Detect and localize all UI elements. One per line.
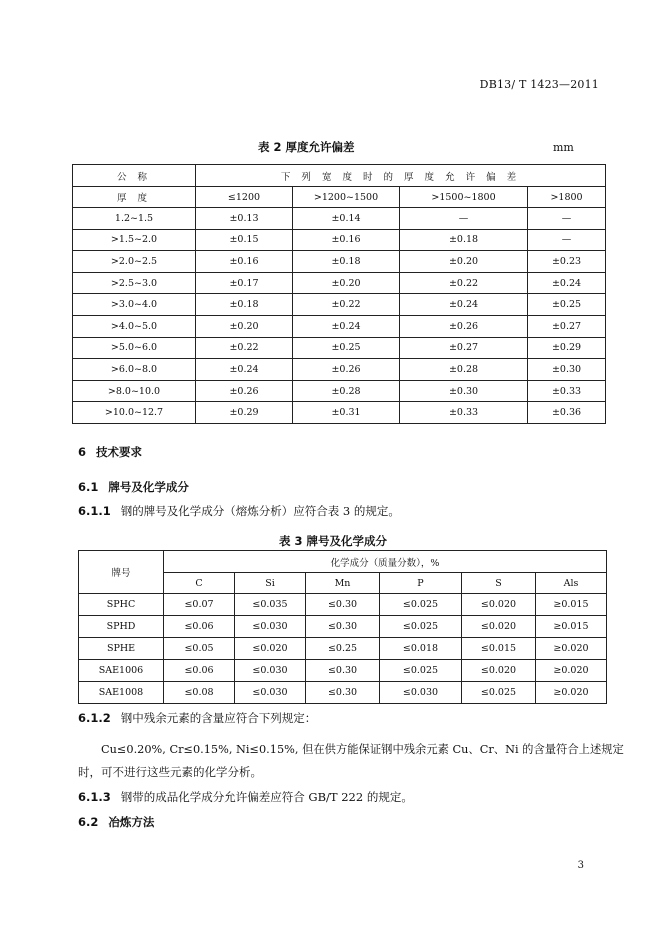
table2-caption: 表 2 厚度允许偏差 bbox=[258, 140, 355, 154]
grade-cell: SAE1006 bbox=[79, 660, 164, 682]
width-header: >1500~1800 bbox=[400, 187, 528, 208]
width-header: >1800 bbox=[528, 187, 606, 208]
table-cell: ≤0.025 bbox=[380, 660, 462, 682]
table-cell: ±0.26 bbox=[196, 380, 293, 402]
thickness-range-cell: >1.5~2.0 bbox=[73, 229, 196, 251]
element-header: S bbox=[462, 573, 536, 594]
thickness-range-cell: >3.0~4.0 bbox=[73, 294, 196, 316]
table-cell: ≤0.30 bbox=[306, 616, 380, 638]
clause-text: 钢的牌号及化学成分（熔炼分析）应符合表 3 的规定。 bbox=[120, 504, 400, 518]
table-cell: ±0.36 bbox=[528, 402, 606, 424]
table-row bbox=[73, 294, 606, 316]
table-row bbox=[79, 638, 607, 660]
table-row bbox=[73, 208, 606, 230]
grade-cell: SPHD bbox=[79, 616, 164, 638]
table-cell: ±0.26 bbox=[293, 359, 400, 381]
table-cell: ≤0.25 bbox=[306, 638, 380, 660]
table-cell: ≤0.030 bbox=[235, 682, 306, 704]
clause-6-1-1 bbox=[78, 503, 400, 519]
table-row bbox=[73, 402, 606, 424]
table-cell: — bbox=[528, 208, 606, 230]
table-cell: ≤0.30 bbox=[306, 660, 380, 682]
thickness-range-cell: >2.0~2.5 bbox=[73, 251, 196, 273]
section-title: 技术要求 bbox=[96, 445, 143, 459]
table-cell: ±0.25 bbox=[293, 337, 400, 359]
table-cell: ±0.33 bbox=[400, 402, 528, 424]
table-cell: — bbox=[528, 229, 606, 251]
table-cell: ≤0.035 bbox=[235, 594, 306, 616]
table-cell: ≤0.020 bbox=[462, 660, 536, 682]
table-cell: ≥0.020 bbox=[536, 682, 607, 704]
grade-cell: SPHE bbox=[79, 638, 164, 660]
table-cell: ±0.26 bbox=[400, 315, 528, 337]
thickness-range-cell: >10.0~12.7 bbox=[73, 402, 196, 424]
width-header: ≤1200 bbox=[196, 187, 293, 208]
table-row bbox=[79, 682, 607, 704]
table-cell: ±0.22 bbox=[293, 294, 400, 316]
table-cell: ±0.24 bbox=[400, 294, 528, 316]
thickness-range-cell: >4.0~5.0 bbox=[73, 315, 196, 337]
table-cell: ±0.29 bbox=[528, 337, 606, 359]
table-cell: ≥0.015 bbox=[536, 594, 607, 616]
nominal-thickness-header-top: 公 称 bbox=[73, 165, 196, 187]
table-cell: ≤0.08 bbox=[164, 682, 235, 704]
table-cell: ±0.25 bbox=[528, 294, 606, 316]
table-cell: ±0.28 bbox=[293, 380, 400, 402]
nominal-thickness-header-bottom: 厚 度 bbox=[73, 187, 196, 208]
table-cell: ≥0.020 bbox=[536, 638, 607, 660]
clause-number: 6.1.1 bbox=[78, 504, 111, 518]
table-cell: ±0.33 bbox=[528, 380, 606, 402]
clause-text: 钢带的成品化学成分允许偏差应符合 GB/T 222 的规定。 bbox=[120, 790, 413, 804]
table-cell: ≤0.030 bbox=[380, 682, 462, 704]
table-cell: ≥0.015 bbox=[536, 616, 607, 638]
table-cell: ±0.24 bbox=[528, 272, 606, 294]
element-header: Mn bbox=[306, 573, 380, 594]
table-cell: ≤0.030 bbox=[235, 660, 306, 682]
table-cell: ±0.27 bbox=[400, 337, 528, 359]
grade-header: 牌号 bbox=[79, 551, 164, 594]
page-number: 3 bbox=[577, 860, 584, 871]
section-number: 6 bbox=[78, 445, 87, 459]
table-cell: ≤0.30 bbox=[306, 682, 380, 704]
table-row bbox=[73, 251, 606, 273]
table-cell: ±0.31 bbox=[293, 402, 400, 424]
table-row bbox=[79, 594, 607, 616]
table-cell: ±0.18 bbox=[400, 229, 528, 251]
clause-number: 6.1.3 bbox=[78, 790, 111, 804]
element-header: Si bbox=[235, 573, 306, 594]
table-row bbox=[73, 315, 606, 337]
table-cell: ≤0.020 bbox=[462, 594, 536, 616]
width-tolerance-group-header: 下 列 宽 度 时 的 厚 度 允 许 偏 差 bbox=[196, 165, 606, 187]
table-cell: ≤0.06 bbox=[164, 660, 235, 682]
table-cell: ≤0.30 bbox=[306, 594, 380, 616]
table-cell: ±0.20 bbox=[293, 272, 400, 294]
table-cell: ≤0.06 bbox=[164, 616, 235, 638]
table-cell: ≤0.025 bbox=[380, 616, 462, 638]
table-cell: ±0.29 bbox=[196, 402, 293, 424]
table-cell: ±0.14 bbox=[293, 208, 400, 230]
table-row bbox=[73, 272, 606, 294]
table-cell: ±0.30 bbox=[400, 380, 528, 402]
table-cell: ±0.16 bbox=[293, 229, 400, 251]
table-cell: ±0.16 bbox=[196, 251, 293, 273]
residual-elements-line1: Cu≤0.20%, Cr≤0.15%, Ni≤0.15%, 但在供方能保证钢中残余元素 Cu、Cr、Ni 的含量符合上述规定 bbox=[101, 743, 624, 756]
table-row bbox=[73, 359, 606, 381]
element-header: Als bbox=[536, 573, 607, 594]
table2-unit: mm bbox=[553, 141, 574, 154]
table-cell: ≤0.07 bbox=[164, 594, 235, 616]
thickness-range-cell: >8.0~10.0 bbox=[73, 380, 196, 402]
composition-group-header: 化学成分（质量分数），% bbox=[164, 551, 607, 573]
section-6-2-heading bbox=[78, 814, 154, 830]
table-cell: ±0.28 bbox=[400, 359, 528, 381]
clause-text: 钢中残余元素的含量应符合下列规定： bbox=[120, 711, 317, 725]
width-header: >1200~1500 bbox=[293, 187, 400, 208]
section-title: 冶炼方法 bbox=[108, 815, 155, 829]
section-6-1-heading bbox=[78, 479, 189, 495]
table-cell: ±0.24 bbox=[196, 359, 293, 381]
element-header: C bbox=[164, 573, 235, 594]
section-6-heading bbox=[78, 444, 142, 460]
thickness-range-cell: 1.2~1.5 bbox=[73, 208, 196, 230]
table-row bbox=[79, 660, 607, 682]
table-cell: ±0.17 bbox=[196, 272, 293, 294]
table-cell: ±0.24 bbox=[293, 315, 400, 337]
chemical-composition-table bbox=[78, 550, 607, 704]
element-header: P bbox=[380, 573, 462, 594]
table-row bbox=[79, 616, 607, 638]
table-cell: ≤0.05 bbox=[164, 638, 235, 660]
thickness-range-cell: >6.0~8.0 bbox=[73, 359, 196, 381]
section-number: 6.2 bbox=[78, 815, 99, 829]
table-cell: ±0.15 bbox=[196, 229, 293, 251]
table-cell: ±0.22 bbox=[196, 337, 293, 359]
clause-6-1-3 bbox=[78, 789, 413, 805]
table-cell: ±0.18 bbox=[293, 251, 400, 273]
section-title: 牌号及化学成分 bbox=[108, 480, 189, 494]
table-cell: ≤0.018 bbox=[380, 638, 462, 660]
grade-cell: SAE1008 bbox=[79, 682, 164, 704]
table-cell: ±0.27 bbox=[528, 315, 606, 337]
table-cell: ±0.20 bbox=[196, 315, 293, 337]
table-cell: — bbox=[400, 208, 528, 230]
table3-caption: 表 3 牌号及化学成分 bbox=[279, 534, 388, 548]
table-cell: ±0.13 bbox=[196, 208, 293, 230]
table-row bbox=[73, 380, 606, 402]
table-cell: ±0.23 bbox=[528, 251, 606, 273]
thickness-tolerance-table bbox=[72, 164, 606, 424]
table-cell: ±0.20 bbox=[400, 251, 528, 273]
table-cell: ≤0.030 bbox=[235, 616, 306, 638]
clause-number: 6.1.2 bbox=[78, 711, 111, 725]
section-number: 6.1 bbox=[78, 480, 99, 494]
grade-cell: SPHC bbox=[79, 594, 164, 616]
table-cell: ≤0.015 bbox=[462, 638, 536, 660]
table-row bbox=[73, 337, 606, 359]
table-cell: ±0.30 bbox=[528, 359, 606, 381]
thickness-range-cell: >5.0~6.0 bbox=[73, 337, 196, 359]
table-row bbox=[73, 229, 606, 251]
table-cell: ≤0.020 bbox=[235, 638, 306, 660]
table-cell: ≥0.020 bbox=[536, 660, 607, 682]
table-cell: ≤0.020 bbox=[462, 616, 536, 638]
table-cell: ±0.22 bbox=[400, 272, 528, 294]
thickness-range-cell: >2.5~3.0 bbox=[73, 272, 196, 294]
document-id: DB13/ T 1423—2011 bbox=[479, 78, 599, 91]
residual-elements-line2: 时，可不进行这些元素的化学分析。 bbox=[78, 765, 262, 779]
table-cell: ±0.18 bbox=[196, 294, 293, 316]
clause-6-1-2 bbox=[78, 710, 316, 726]
table-cell: ≤0.025 bbox=[380, 594, 462, 616]
table-cell: ≤0.025 bbox=[462, 682, 536, 704]
